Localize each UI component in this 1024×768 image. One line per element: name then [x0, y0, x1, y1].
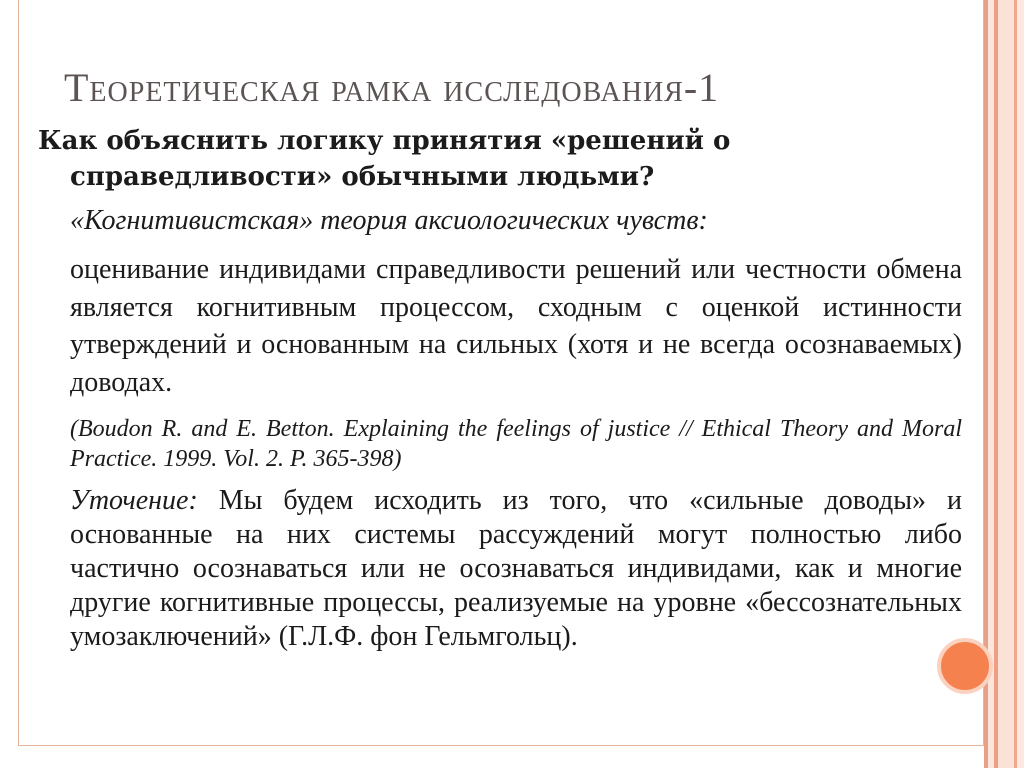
clarification-label: Уточение:	[70, 485, 198, 516]
decorative-circle	[937, 638, 993, 694]
theory-heading: «Когнитивистская» теория аксиологических чувств:	[70, 205, 708, 236]
clarification-text: Мы будем исходить из того, что «сильные доводы» и основанные на них системы рассуждений могут полностью либо частично осознаваться или не осознаваться индивидами, как и многие другие когнитивные процессы, реализуемые на уровне «бессознательных умозаключений» (Г.Л.Ф. фон Гельмгольц).	[70, 485, 962, 652]
decorative-stripe	[1017, 0, 1024, 768]
lead-question: Как объяснить логику принятия «решений о справедливости» обычными людьми?	[38, 126, 731, 192]
slide-title: Теоретическая рамка исследования-1	[64, 65, 720, 110]
citation: (Boudon R. and E. Betton. Explaining the feelings of justice // Ethical Theory and Moral Practice. 1999. Vol. 2. P. 365-398)	[70, 416, 962, 472]
clarification	[38, 484, 962, 654]
theory-definition: оценивание индивидами справедливости решений или честности обмена является когнитивным процессом, сходным с оценкой истинности утверждений и основанным на сильных (хотя и не всегда осознаваемых) доводах.	[70, 254, 962, 398]
decorative-stripe	[998, 0, 1014, 768]
slide-content	[38, 123, 962, 654]
